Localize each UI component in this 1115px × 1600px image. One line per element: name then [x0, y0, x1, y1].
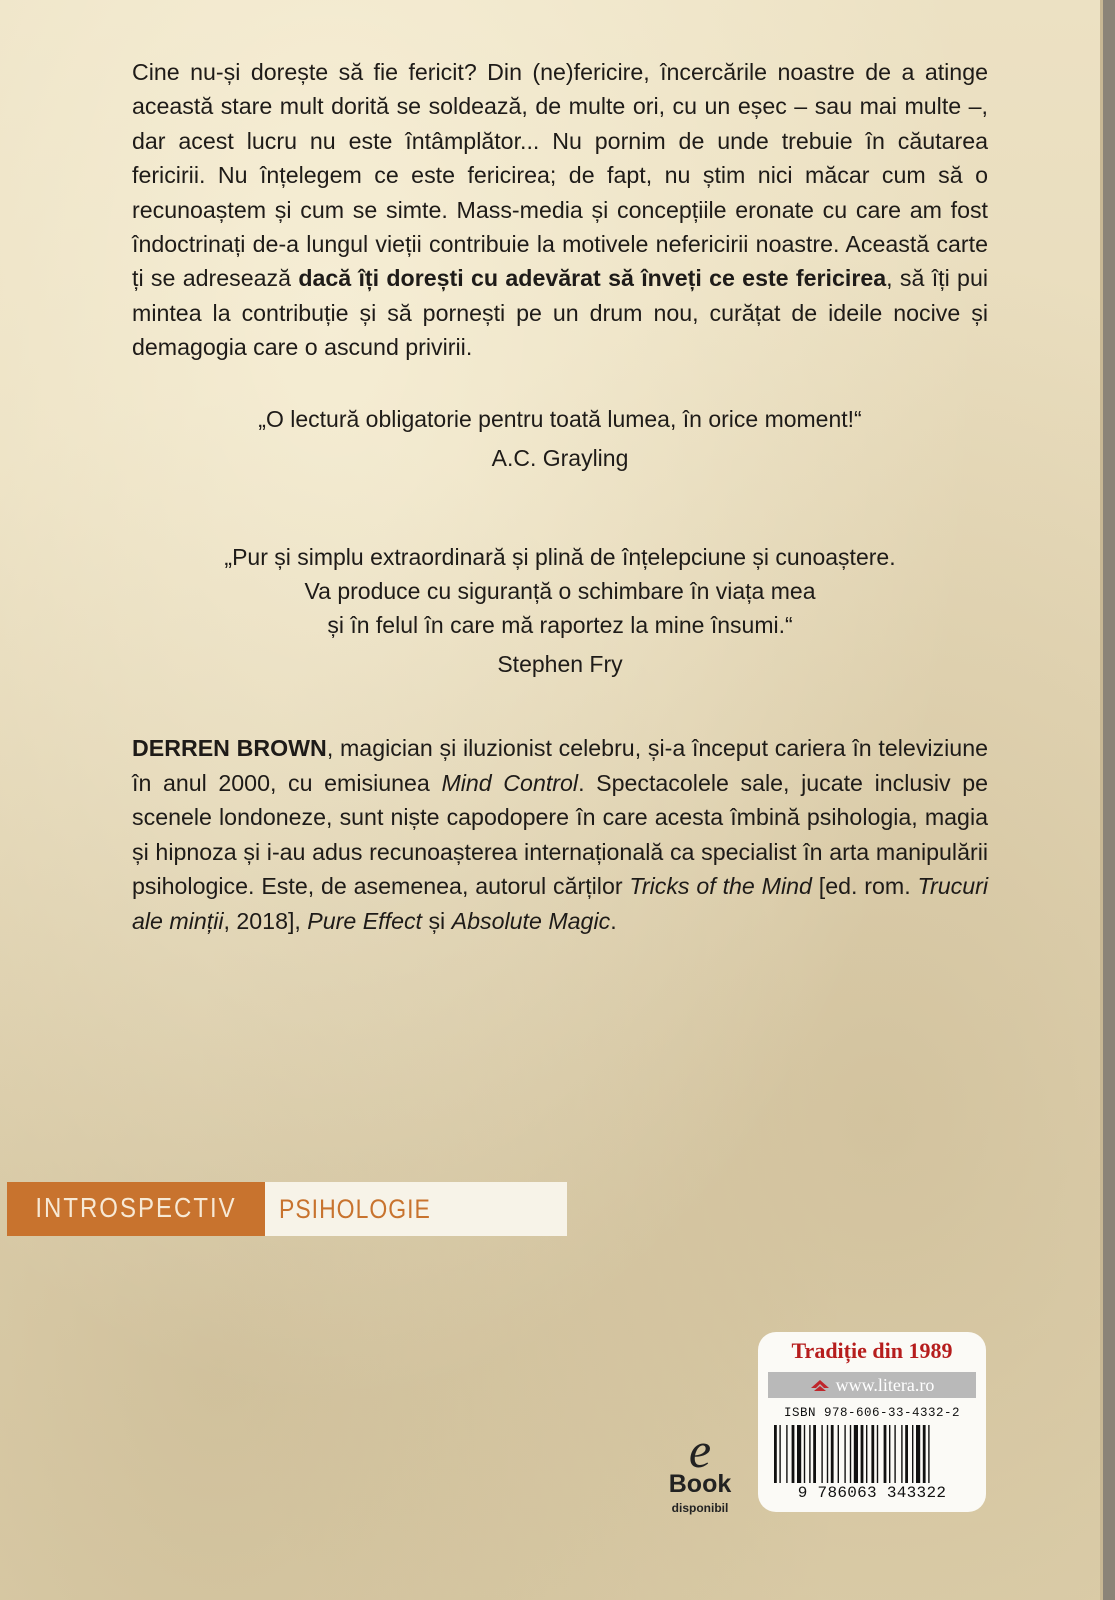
barcode-icon [772, 1425, 972, 1485]
quote-text: „Pur și simplu extraordinară și plină de înțelepciune și cunoaștere. [224, 544, 896, 570]
quote-grayling [132, 402, 988, 475]
quote-author: Stephen Fry [497, 651, 623, 677]
description-text-2: , să îți pui mintea la contribuție și să pornești pe un drum nou, curățat de ideile nocive și demagogia care o ascund privirii. [132, 265, 988, 361]
ebook-badge [660, 1422, 740, 1515]
publisher-tradition: Tradiție din 1989 [791, 1338, 953, 1363]
ebook-e-icon: e [688, 1422, 712, 1478]
quote-author: A.C. Grayling [491, 445, 629, 471]
quote-text: „O lectură obligatorie pentru toată lumea, în orice moment!“ [258, 406, 862, 432]
category-label: PSIHOLOGIE [279, 1193, 431, 1224]
bio-text: . [610, 907, 617, 934]
series-label-box [7, 1182, 265, 1236]
description-bold-text: dacă îți dorești cu adevărat să înveți ce este fericirea [298, 265, 887, 292]
quote-text: și în felul în care mă raportez la mine însumi.“ [327, 612, 793, 638]
bio-text: [ed. rom. [811, 873, 918, 900]
bio-text: și [422, 907, 452, 934]
description-text-1: Cine nu-și dorește să fie fericit? Din (ne)fericire, încercările noastre de a atinge această stare mult dorită se soldează, de multe ori, cu un eșec – sau mai multe –, dar acest lucru nu este întâmplător... Nu pornim de unde trebuie în căutarea fericirii. Nu înțelegem ce este fericirea; de fapt, nu știm nici măcar cum să o recunoaștem și cum se simte. Mass-media și concepțiile eronate cu care am fost îndoctrinați de-a lungul vieții contribuie la motivele nefericirii noastre. Această carte ți se adresează [132, 59, 988, 292]
author-name: DERREN BROWN [132, 735, 327, 761]
publisher-website: www.litera.ro [835, 1374, 935, 1395]
publisher-barcode-box [758, 1332, 986, 1512]
ebook-label: Book [668, 1470, 732, 1498]
description-paragraph [132, 55, 988, 365]
quote-fry [132, 540, 988, 681]
author-bio [132, 731, 988, 939]
publisher-website-bar [768, 1372, 976, 1398]
isbn-text: ISBN 978-606-33-4332-2 [783, 1406, 961, 1420]
book-title-ro: Trucuri ale minții [132, 873, 988, 934]
book-title: Tricks of the Mind [629, 873, 812, 900]
bio-text: , 2018], [223, 907, 308, 934]
litera-logo-icon [810, 1378, 830, 1392]
category-label-box [265, 1182, 567, 1236]
bio-text: . Spectacolele sale, jucate inclusiv pe scenele londoneze, sunt niște capodopere în care acesta îmbină psihologia, magia și hipnoza și i-au adus recunoașterea internațională ca specialist în arta manipulării psihologice. Este, de asemenea, autorul cărților [132, 769, 988, 900]
ebook-availability: disponibil [671, 1501, 729, 1515]
series-label: INTROSPECTIV [35, 1192, 237, 1224]
book-title: Absolute Magic [451, 907, 611, 934]
collection-banner [7, 1182, 567, 1236]
book-title: Pure Effect [307, 907, 423, 934]
bio-text: , magician și iluzionist celebru, și-a început cariera în televiziune în anul 2000, cu emisiunea [132, 735, 988, 796]
show-title: Mind Control [441, 769, 579, 796]
quote-text: Va produce cu siguranță o schimbare în viața mea [304, 578, 816, 604]
barcode-digits: 9 786063 343322 [797, 1484, 947, 1502]
